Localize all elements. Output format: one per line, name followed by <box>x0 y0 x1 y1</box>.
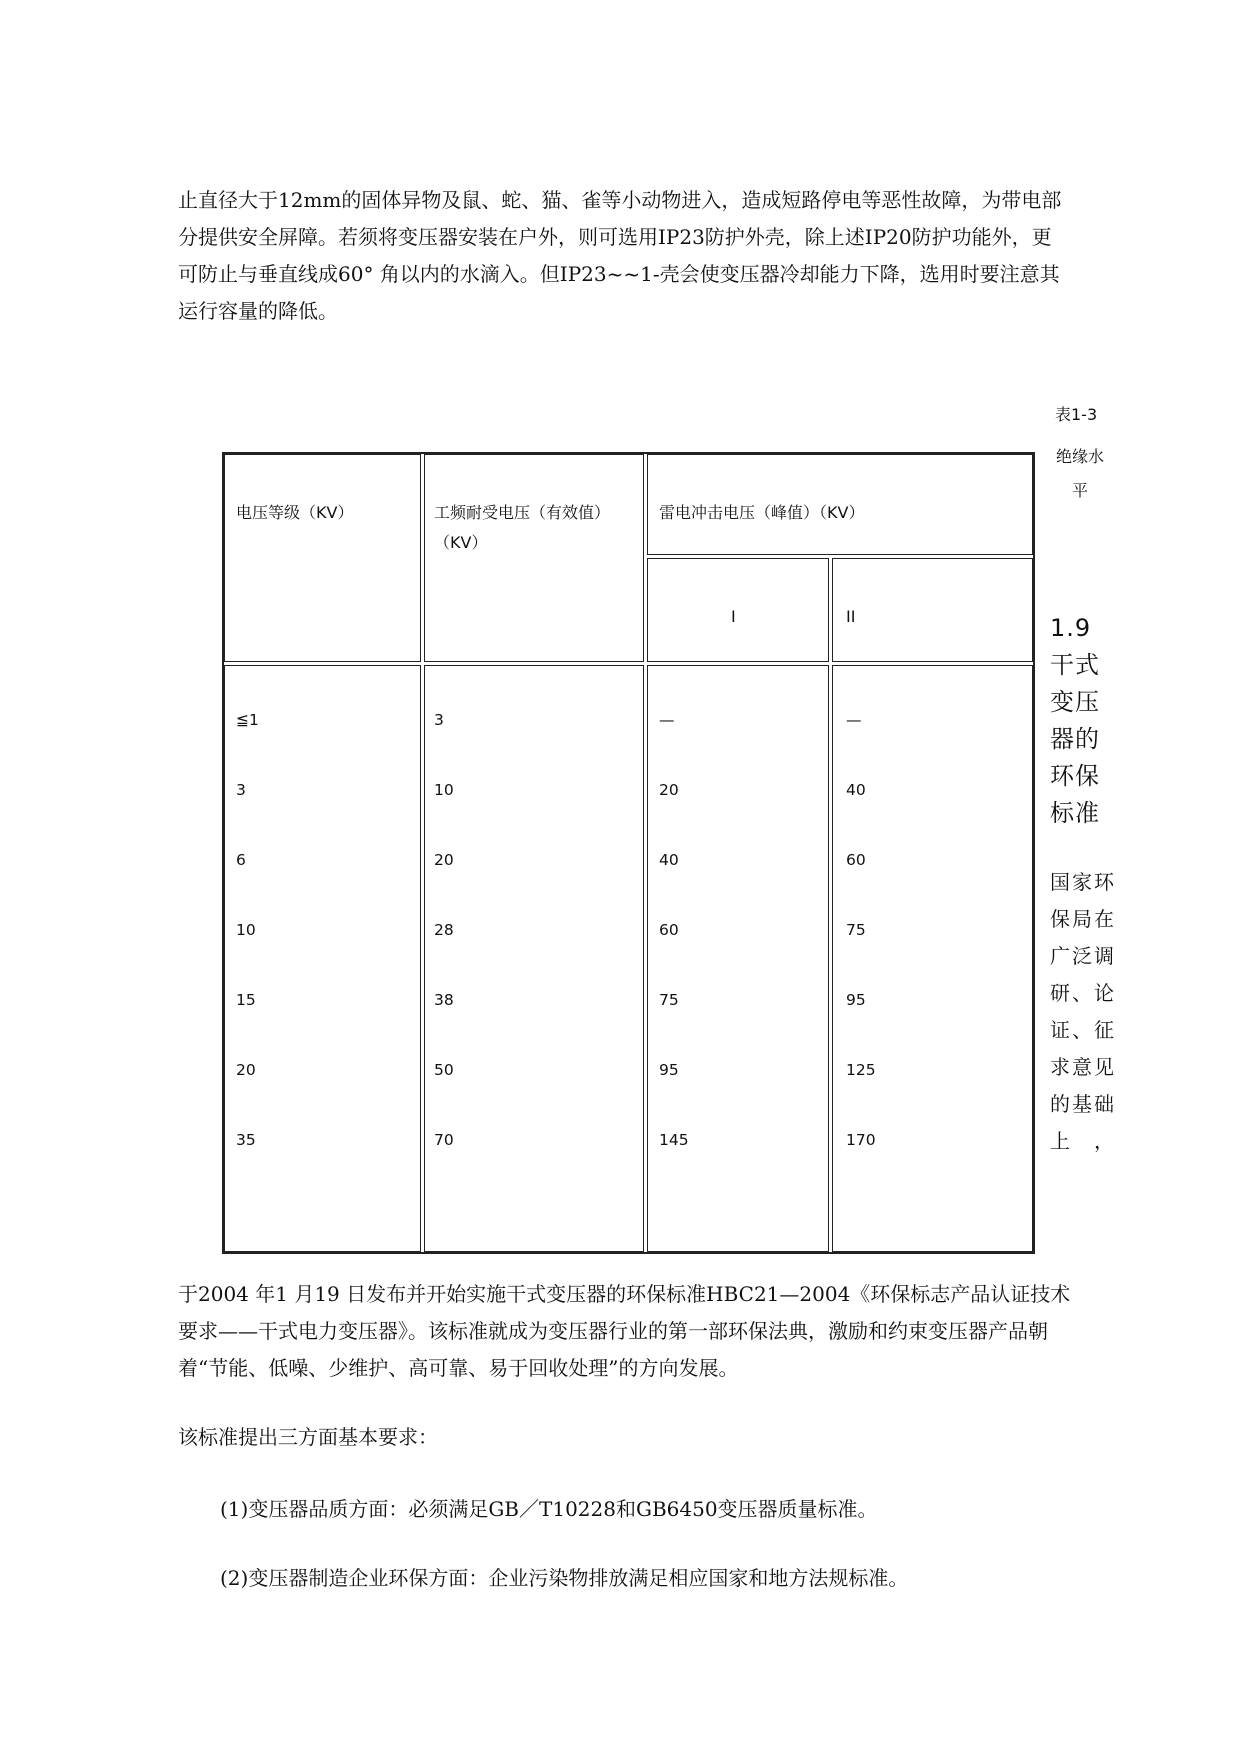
table-cell: 75 <box>846 921 866 939</box>
table-cell: 60 <box>659 921 679 939</box>
table-cell: 35 <box>236 1131 256 1149</box>
table-number: 表1-3 <box>1055 405 1098 424</box>
table-cell: 70 <box>434 1131 454 1149</box>
table-cell: 20 <box>659 781 679 799</box>
header-cell-sub-1 <box>647 558 829 662</box>
intro-line: 止直径大于12mm的固体异物及鼠、蛇、猫、雀等小动物进入，造成短路停电等恶性故障，为带电部 <box>178 188 1062 212</box>
table-cell: ≦1 <box>236 711 259 729</box>
header-cell-voltage-class <box>224 454 421 662</box>
paragraph-line: 要求——干式电力变压器》。该标准就成为变压器行业的第一部环保法典，激励和约束变压器产品朝 <box>178 1319 1048 1343</box>
standard-paragraph <box>178 1276 1113 1387</box>
section-side-text: 国家环保局在广泛调研、论证、征求意见的基础上， <box>1050 870 1114 1153</box>
requirement-item: (2)变压器制造企业环保方面：企业污染物排放满足相应国家和地方法规标准。 <box>220 1566 909 1590</box>
intro-line: 可防止与垂直线成60° 角以内的水滴入。但IP23~~1-壳会使变压器冷却能力下降，选用时要注意其 <box>178 262 1060 286</box>
table-cell: 95 <box>846 991 866 1009</box>
table-cell: 28 <box>434 921 454 939</box>
table-cell: 50 <box>434 1061 454 1079</box>
header-voltage-class: 电压等级（KV） <box>236 503 354 522</box>
header-lightning: 雷电冲击电压（峰值）（KV） <box>659 503 865 522</box>
table-cell: 10 <box>434 781 454 799</box>
table-cell: 38 <box>434 991 454 1009</box>
intro-line: 运行容量的降低。 <box>178 299 338 323</box>
paragraph-line: 着“节能、低噪、少维护、高可靠、易于回收处理”的方向发展。 <box>178 1356 739 1380</box>
table-cell: 20 <box>236 1061 256 1079</box>
intro-paragraph <box>178 182 1113 330</box>
table-cell: 95 <box>659 1061 679 1079</box>
body-column-power-frequency <box>424 665 644 1252</box>
header-sub-2: II <box>846 607 856 626</box>
table-cell: 15 <box>236 991 256 1009</box>
table-cell: 10 <box>236 921 256 939</box>
body-column-sub-2 <box>832 665 1033 1252</box>
table-cell: 170 <box>846 1131 876 1149</box>
table-cell: 75 <box>659 991 679 1009</box>
table-cell: 125 <box>846 1061 876 1079</box>
intro-line: 分提供安全屏障。若须将变压器安装在户外，则可选用IP23防护外壳，除上述IP20防护功能外，更 <box>178 225 1052 249</box>
table-cell: — <box>659 711 675 729</box>
table-cell: 145 <box>659 1131 689 1149</box>
body-column-voltage-class <box>224 665 421 1252</box>
body-column-sub-1 <box>647 665 829 1252</box>
header-cell-power-frequency <box>424 454 644 662</box>
table-cell: 60 <box>846 851 866 869</box>
table-cell: 40 <box>659 851 679 869</box>
table-cell: — <box>846 711 862 729</box>
paragraph-line: 于2004 年1 月19 日发布并开始实施干式变压器的环保标准HBC21—2004《环保标志产品认证技术 <box>178 1282 1071 1306</box>
table-cell: 20 <box>434 851 454 869</box>
requirement-item: (1)变压器品质方面：必须满足GB／T10228和GB6450变压器质量标准。 <box>220 1497 878 1521</box>
section-title: 1.9 干式变压器的环保标准 <box>1050 614 1100 827</box>
table-cell: 40 <box>846 781 866 799</box>
table-cell: 6 <box>236 851 246 869</box>
table-caption: 绝缘水平 <box>1055 447 1104 500</box>
requirements-intro: 该标准提出三方面基本要求： <box>178 1425 438 1449</box>
table-cell: 3 <box>434 711 444 729</box>
header-sub-1: I <box>731 607 736 626</box>
table-cell: 3 <box>236 781 246 799</box>
header-power-frequency: 工频耐受电压（有效值）（KV） <box>434 503 611 552</box>
header-cell-sub-2 <box>832 558 1033 662</box>
